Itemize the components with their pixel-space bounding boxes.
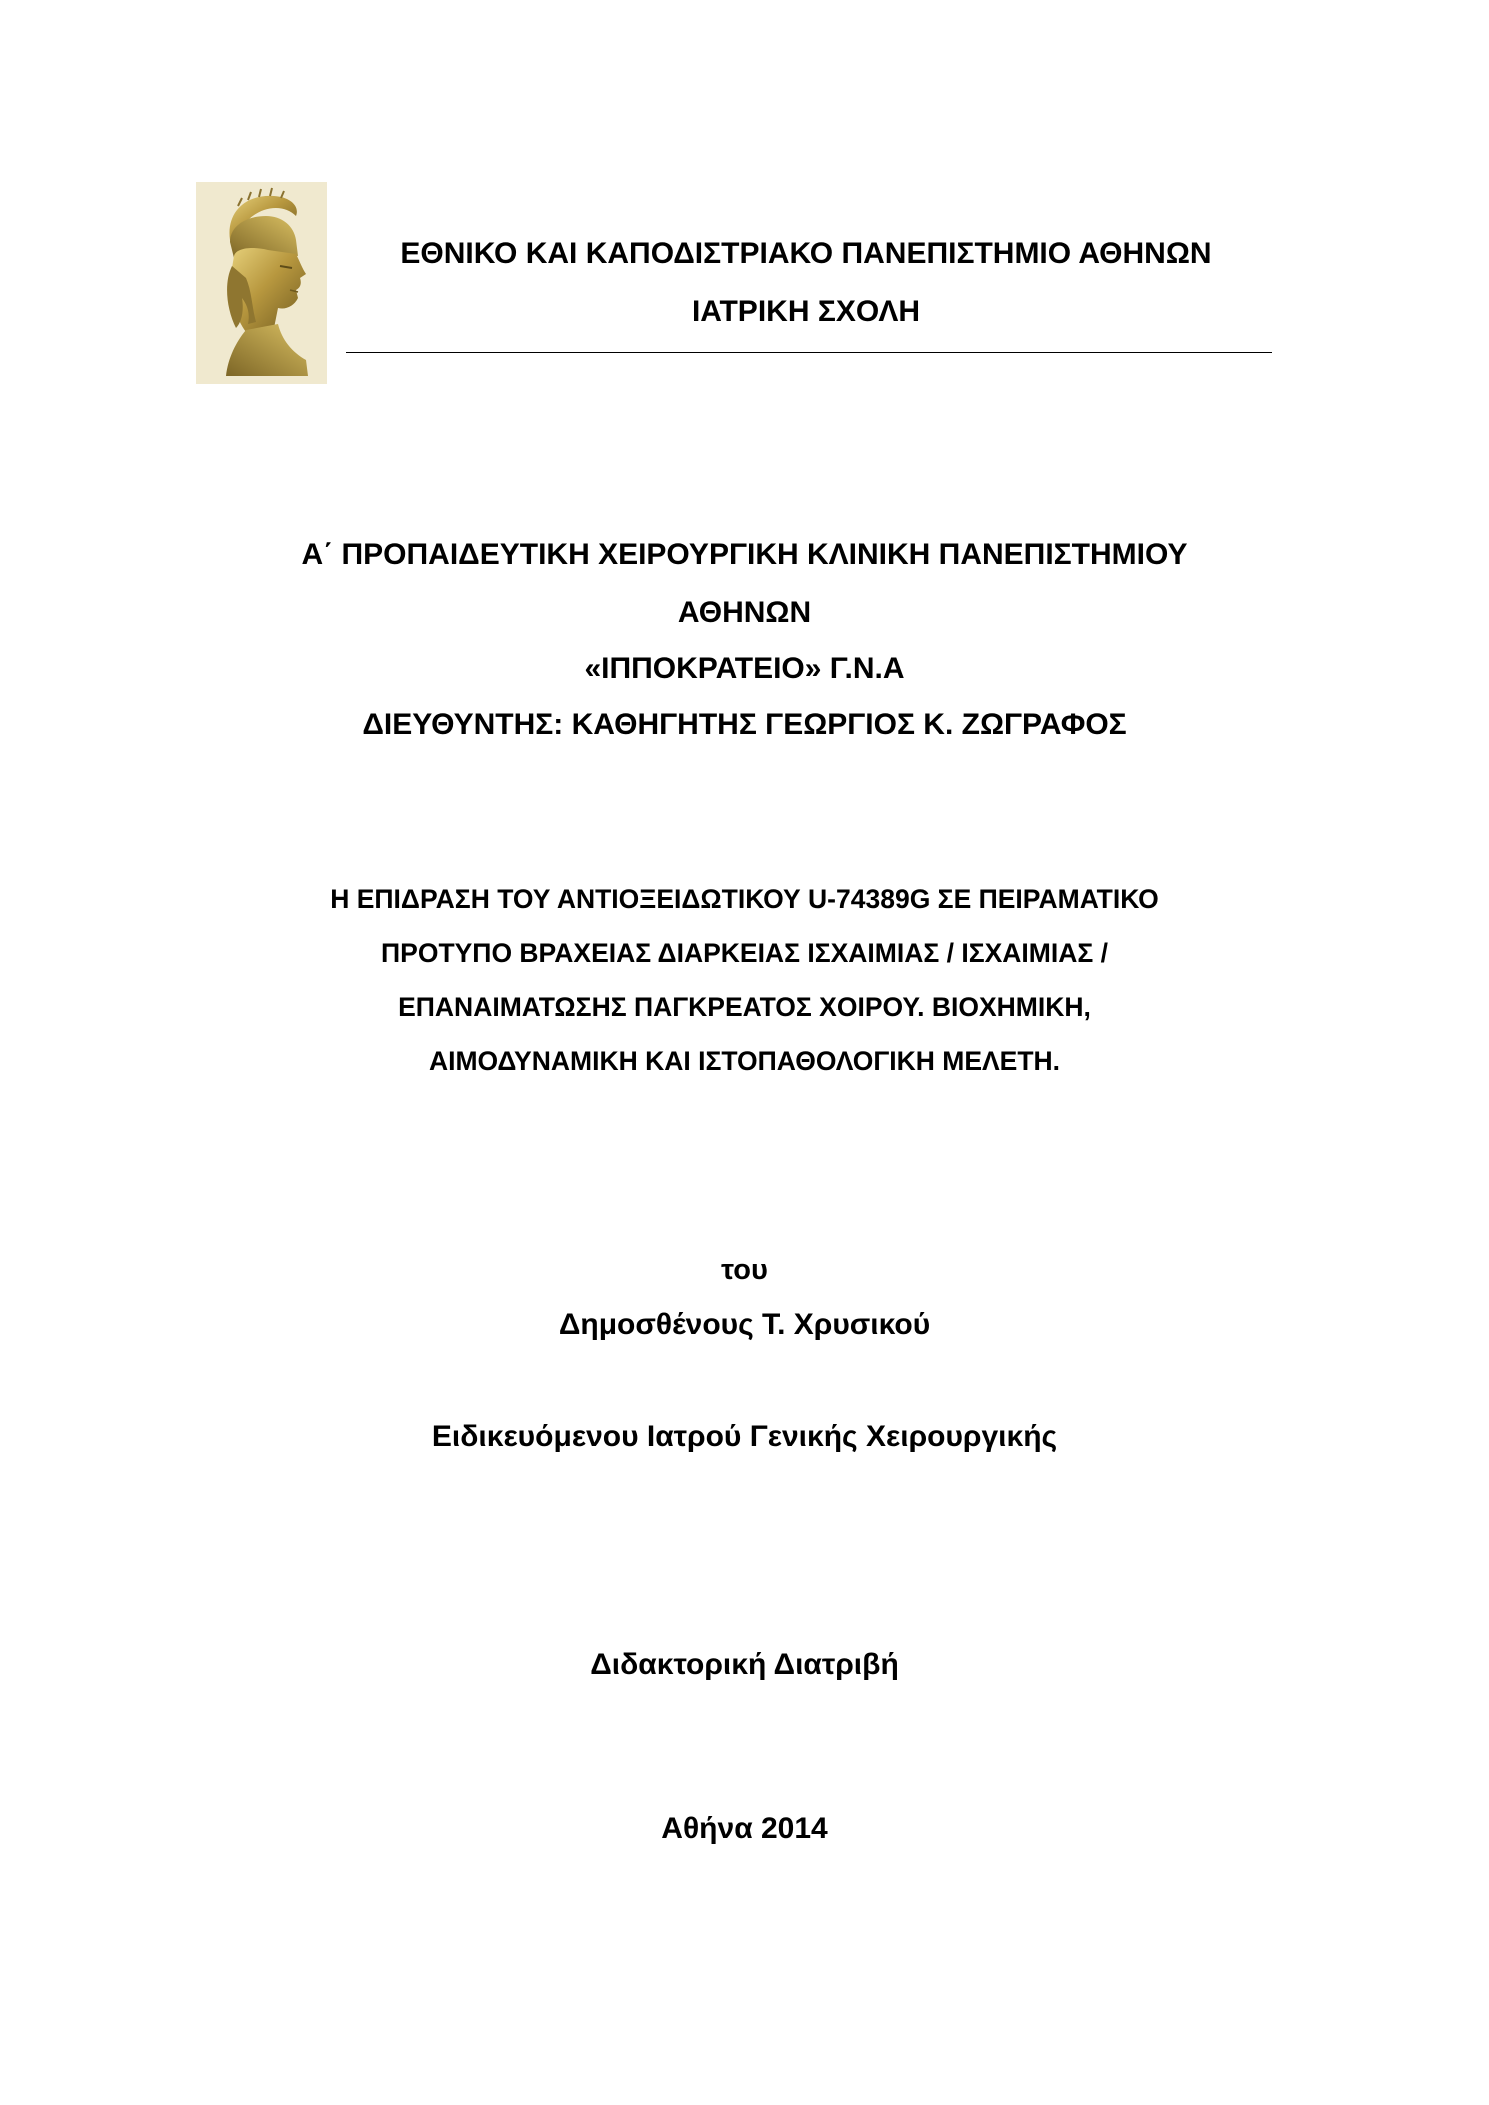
clinic-name-line-1: Α΄ ΠΡΟΠΑΙΔΕΥΤΙΚΗ ΧΕΙΡΟΥΡΓΙΚΗ ΚΛΙΝΙΚΗ ΠΑΝΕΠΙΣΤΗΜΙΟΥ	[301, 538, 1188, 571]
thesis-title-line-4: ΑΙΜΟΔΥΝΑΜΙΚΗ ΚΑΙ ΙΣΤΟΠΑΘΟΛΟΓΙΚΗ ΜΕΛΕΤΗ.	[428, 1046, 1061, 1076]
university-name: ΕΘΝΙΚΟ ΚΑΙ ΚΑΠΟΔΙΣΤΡΙΑΚΟ ΠΑΝΕΠΙΣΤΗΜΙΟ ΑΘΗΝΩΝ	[400, 237, 1212, 270]
document-type: Διδακτορική Διατριβή	[590, 1648, 899, 1681]
hospital-name: «ΙΠΠΟΚΡΑΤΕΙΟ» Γ.Ν.Α	[584, 652, 905, 685]
author-preposition: του	[721, 1254, 768, 1286]
clinic-name-line-2: ΑΘΗΝΩΝ	[677, 596, 812, 629]
thesis-title-line-1: Η ΕΠΙΔΡΑΣΗ ΤΟΥ ΑΝΤΙΟΞΕΙΔΩΤΙΚΟΥ U-74389G ΣΕ ΠΕΙΡΑΜΑΤΙΚΟ	[330, 884, 1159, 914]
author-name: Δημοσθένους Τ. Χρυσικού	[558, 1308, 931, 1341]
thesis-title-line-3: ΕΠΑΝΑΙΜΑΤΩΣΗΣ ΠΑΓΚΡΕΑΤΟΣ ΧΟΙΡΟΥ. ΒΙΟΧΗΜΙΚΗ,	[398, 992, 1091, 1022]
clinic-director: ΔΙΕΥΘΥΝΤΗΣ: ΚΑΘΗΓΗΤΗΣ ΓΕΩΡΓΙΟΣ Κ. ΖΩΓΡΑΦΟΣ	[362, 708, 1127, 741]
header-divider	[346, 352, 1272, 353]
school-name: ΙΑΤΡΙΚΗ ΣΧΟΛΗ	[691, 295, 921, 328]
athena-head-logo-icon	[196, 182, 327, 384]
thesis-title-line-2: ΠΡΟΤΥΠΟ ΒΡΑΧΕΙΑΣ ΔΙΑΡΚΕΙΑΣ ΙΣΧΑΙΜΙΑΣ / ΙΣΧΑΙΜΙΑΣ /	[381, 938, 1108, 968]
author-position: Ειδικευόμενου Ιατρού Γενικής Χειρουργικής	[431, 1420, 1058, 1453]
place-year: Αθήνα 2014	[661, 1812, 828, 1845]
